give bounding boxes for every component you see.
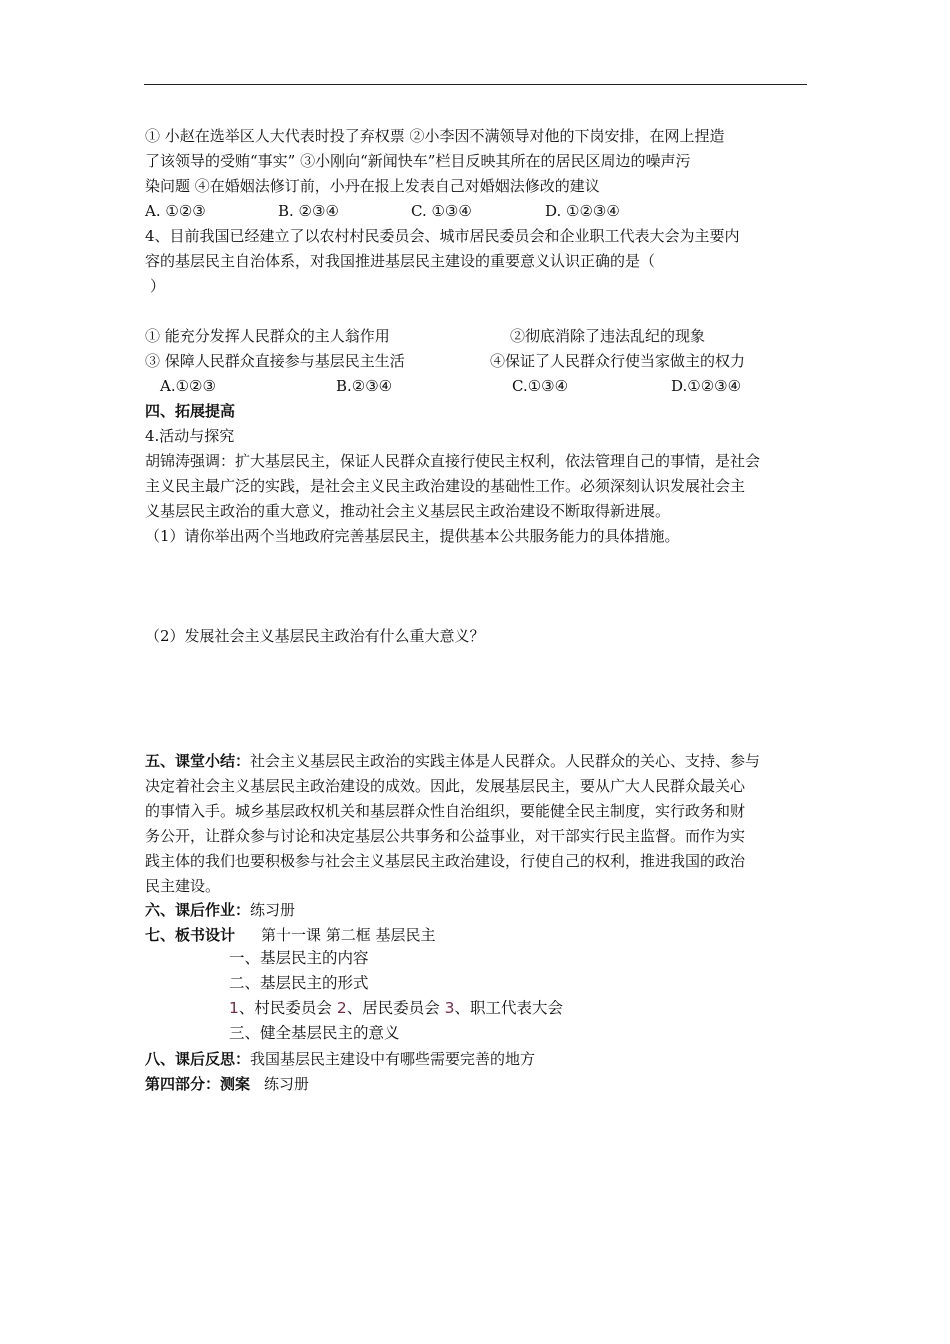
form-label-1: 、村民委员会 [238, 999, 337, 1017]
q4-option-a: A.①②③ [160, 377, 216, 395]
board-item-1: 一、基层民主的内容 [229, 949, 369, 967]
section-4-para-line-3: 义基层民主政治的重大意义，推动社会主义基层民主政治建设不断取得新进展。 [145, 502, 671, 520]
part-4-text: 练习册 [264, 1075, 310, 1093]
q3-option-a: A. ①②③ [145, 202, 206, 220]
q4-line-1: 4、目前我国已经建立了以农村村民委员会、城市居民委员会和企业职工代表大会为主要内 [145, 227, 740, 245]
form-number-1: 1 [229, 999, 239, 1017]
section-4-subheading: 4.活动与探究 [145, 427, 235, 445]
q4-option-d: D.①②③④ [671, 377, 742, 395]
section-5-line-1 [145, 751, 760, 771]
q3-option-c: C. ①③④ [411, 202, 472, 220]
section-6-text: 练习册 [250, 901, 296, 919]
section-8-text: 我国基层民主建设中有哪些需要完善的地方 [250, 1050, 536, 1068]
section-4-heading: 四、拓展提高 [145, 402, 236, 420]
q3-line-2: 了该领导的受贿“事实” ③小刚向“新闻快车”栏目反映其所在的居民区周边的噪声污 [145, 152, 691, 170]
section-6-line [145, 900, 295, 920]
section-5-heading: 五、课堂小结： [145, 752, 251, 770]
section-4-para-line-2: 主义民主最广泛的实践，是社会主义民主政治建设的基础性工作。必须深刻认识发展社会主 [145, 477, 746, 495]
section-6-heading: 六、课后作业： [145, 901, 251, 919]
section-5-line-2: 决定着社会主义基层民主政治建设的成效。因此，发展基层民主，要从广大人民群众最关心 [145, 777, 746, 795]
q4-item-2: ②彻底消除了违法乱纪的现象 [510, 327, 706, 345]
form-label-3: 、职工代表大会 [454, 999, 564, 1017]
form-label-2: 、居民委员会 [346, 999, 445, 1017]
q3-option-b: B. ②③④ [278, 202, 339, 220]
form-number-2: 2 [336, 999, 347, 1017]
q3-line-3: 染问题 ④在婚姻法修订前，小丹在报上发表自己对婚姻法修改的建议 [145, 177, 600, 195]
section-8-heading: 八、课后反思： [145, 1050, 251, 1068]
q4-line-3: ） [150, 277, 166, 295]
board-item-3: 三、健全基层民主的意义 [229, 1024, 400, 1042]
section-4-question-1: （1）请你举出两个当地政府完善基层民主，提供基本公共服务能力的具体措施。 [145, 527, 680, 545]
q4-option-b: B.②③④ [336, 377, 393, 395]
part-4-line [145, 1074, 309, 1094]
q3-line-1: ① 小赵在选举区人大代表时投了弃权票 ②小李因不满领导对他的下岗安排，在网上捏造 [145, 127, 725, 145]
section-7-line [145, 925, 436, 945]
part-4-heading: 第四部分：测案 [145, 1075, 251, 1093]
board-item-2: 二、基层民主的形式 [229, 974, 369, 992]
form-number-3: 3 [444, 999, 455, 1017]
q4-line-2: 容的基层民主自治体系，对我国推进基层民主建设的重要意义认识正确的是（ [145, 252, 656, 270]
section-4-para-line-1: 胡锦涛强调：扩大基层民主，保证人民群众直接行使民主权利，依法管理自己的事情，是社会 [145, 452, 761, 470]
section-4-question-2: （2）发展社会主义基层民主政治有什么重大意义？ [145, 627, 485, 645]
section-5-text-1: 社会主义基层民主政治的实践主体是人民群众。人民群众的关心、支持、参与 [250, 752, 761, 770]
section-5-line-6: 民主建设。 [145, 877, 221, 895]
section-5-line-5: 践主体的我们也要积极参与社会主义基层民主政治建设，行使自己的权利，推进我国的政治 [145, 852, 746, 870]
section-7-title: 第十一课 第二框 基层民主 [261, 926, 436, 944]
q4-item-3: ③ 保障人民群众直接参与基层民主生活 [145, 352, 405, 370]
q3-option-d: D. ①②③④ [545, 202, 620, 220]
q4-option-c: C.①③④ [512, 377, 569, 395]
section-7-heading: 七、板书设计 [145, 926, 236, 944]
section-8-line [145, 1049, 535, 1069]
header-rule [144, 84, 807, 85]
board-forms-line [229, 998, 563, 1018]
q4-item-1: ① 能充分发挥人民群众的主人翁作用 [145, 327, 390, 345]
section-5-line-4: 务公开，让群众参与讨论和决定基层公共事务和公益事业，对干部实行民主监督。而作为实 [145, 827, 746, 845]
q4-item-4: ④保证了人民群众行使当家做主的权力 [490, 352, 746, 370]
section-5-line-3: 的事情入手。城乡基层政权机关和基层群众性自治组织，要能健全民主制度，实行政务和财 [145, 802, 746, 820]
